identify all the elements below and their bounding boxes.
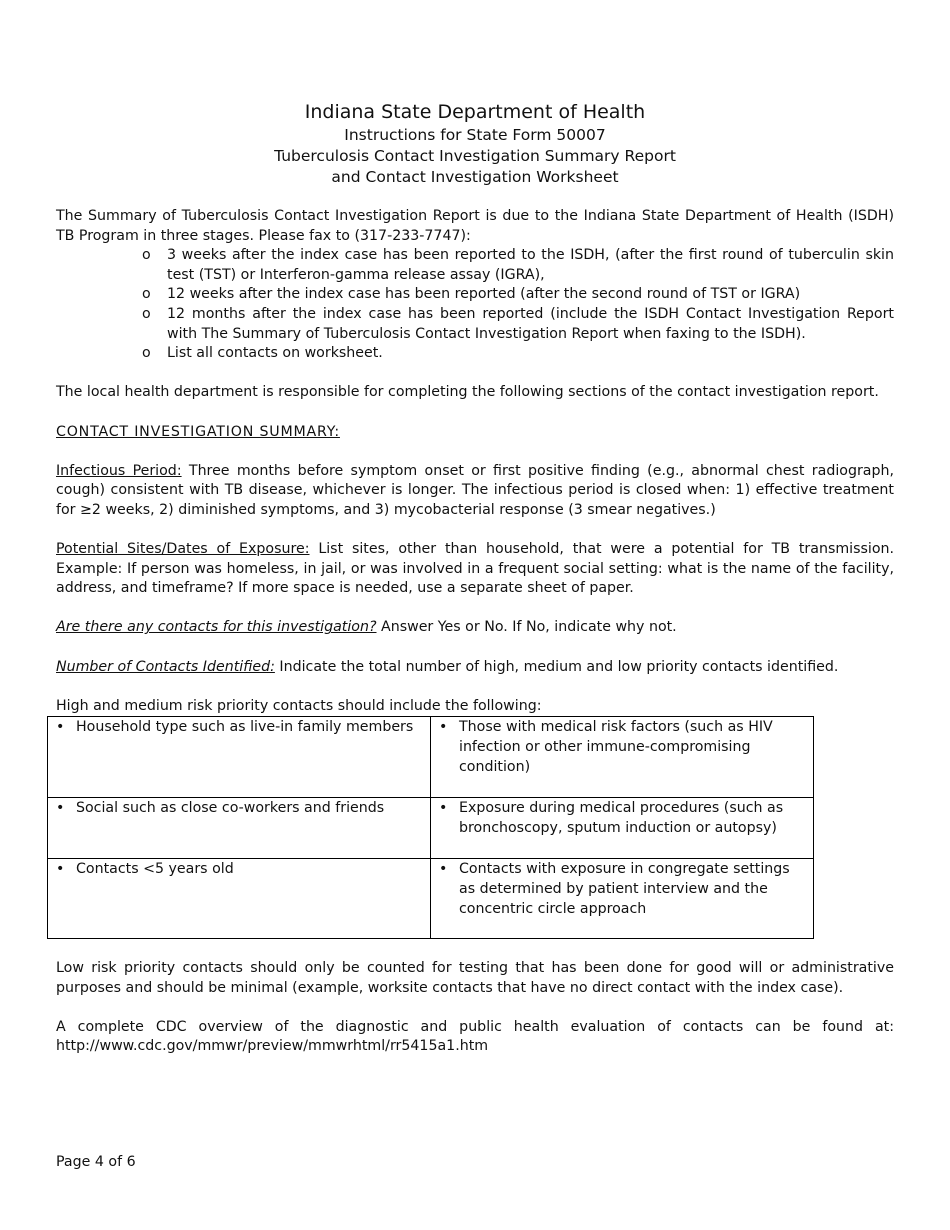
fax-schedule-list bbox=[56, 246, 894, 364]
table-cell bbox=[431, 798, 814, 859]
cdc-link[interactable]: http://www.cdc.gov/mmwr/preview/mmwrhtml/rr5415a1.htm bbox=[56, 1038, 489, 1055]
list-item-text: List all contacts on worksheet. bbox=[167, 345, 383, 362]
section-heading: CONTACT INVESTIGATION SUMMARY: bbox=[56, 423, 340, 440]
bullet-marker: o bbox=[142, 345, 151, 362]
infectious-period-label: Infectious Period: bbox=[56, 462, 182, 479]
report-title-line1: Tuberculosis Contact Investigation Summary Report bbox=[274, 147, 676, 165]
cell-text: Contacts <5 years old bbox=[76, 861, 234, 878]
bullet-marker: • bbox=[56, 719, 65, 736]
bullet-marker: • bbox=[56, 861, 65, 878]
contacts-question-paragraph bbox=[56, 618, 894, 638]
infectious-period-text: Three months before symptom onset or first positive finding (e.g., abnormal chest radiograph, cough) consistent with TB disease, whichever is longer. The infectious period is closed when: 1) effective treatment for ≥2 weeks, 2) diminished symptoms, and 3) mycobacterial response (3 smear negatives.) bbox=[56, 462, 894, 518]
cell-text: Contacts with exposure in congregate settings as determined by patient interview and the concentric circle approach bbox=[459, 861, 790, 917]
intro-paragraph: The Summary of Tuberculosis Contact Investigation Report is due to the Indiana State Department of Health (ISDH) TB Program in three stages. Please fax to (317-233-7747): bbox=[56, 208, 894, 244]
number-identified-paragraph bbox=[56, 658, 894, 678]
exposure-label: Potential Sites/Dates of Exposure: bbox=[56, 541, 310, 558]
list-item bbox=[142, 305, 894, 344]
list-item bbox=[142, 344, 894, 364]
number-identified-text: Indicate the total number of high, medium and low priority contacts identified. bbox=[274, 658, 839, 675]
agency-title: Indiana State Department of Health bbox=[304, 101, 646, 123]
cdc-paragraph: A complete CDC overview of the diagnostic and public health evaluation of contacts can be found at: bbox=[56, 1018, 894, 1035]
table-cell bbox=[48, 859, 431, 939]
page-number: Page 4 of 6 bbox=[56, 1154, 136, 1170]
table-row bbox=[48, 717, 814, 798]
table-cell bbox=[431, 859, 814, 939]
cell-text: Exposure during medical procedures (such as bronchoscopy, sputum induction or autopsy) bbox=[459, 800, 784, 837]
table-cell bbox=[48, 717, 431, 798]
cell-text: Household type such as live-in family members bbox=[76, 719, 414, 736]
table-row bbox=[48, 798, 814, 859]
bullet-marker: • bbox=[439, 800, 448, 817]
list-item-text: 12 months after the index case has been reported (include the ISDH Contact Investigation Report with The Summary of Tuberculosis Contact Investigation Report when faxing to the ISDH). bbox=[167, 305, 894, 342]
report-title-line2: and Contact Investigation Worksheet bbox=[331, 168, 619, 186]
table-cell bbox=[48, 798, 431, 859]
cell-text: Those with medical risk factors (such as HIV infection or other immune-compromising condition) bbox=[459, 719, 773, 775]
form-title: Instructions for State Form 50007 bbox=[344, 126, 606, 144]
contacts-question-label: Are there any contacts for this investigation? bbox=[56, 619, 377, 636]
risk-priority-table bbox=[47, 716, 814, 939]
exposure-text: List sites, other than household, that were a potential for TB transmission. Example: If person was homeless, in jail, or was involved in a frequent social setting: what is the name of the facility, address, and timeframe? If more space is needed, use a separate sheet of paper. bbox=[56, 541, 895, 597]
exposure-paragraph bbox=[56, 540, 894, 599]
infectious-period-paragraph bbox=[56, 462, 894, 521]
risk-intro: High and medium risk priority contacts should include the following: bbox=[56, 697, 542, 714]
cell-text: Social such as close co-workers and friends bbox=[76, 800, 385, 817]
contacts-question-text: Answer Yes or No. If No, indicate why not. bbox=[376, 619, 677, 636]
bullet-marker: o bbox=[142, 305, 151, 322]
bullet-marker: • bbox=[439, 861, 448, 878]
responsibility-paragraph: The local health department is responsible for completing the following sections of the contact investigation report. bbox=[56, 384, 879, 401]
bullet-marker: o bbox=[142, 286, 151, 303]
bullet-marker: • bbox=[439, 719, 448, 736]
list-item bbox=[142, 246, 894, 285]
number-identified-label: Number of Contacts Identified: bbox=[56, 658, 275, 675]
bullet-marker: • bbox=[56, 800, 65, 817]
document-page bbox=[56, 100, 894, 1057]
table-row bbox=[48, 859, 814, 939]
list-item bbox=[142, 285, 894, 305]
low-risk-paragraph: Low risk priority contacts should only be counted for testing that has been done for good will or administrative purposes and should be minimal (example, worksite contacts that have no direct contact with the index case). bbox=[56, 960, 894, 996]
list-item-text: 3 weeks after the index case has been reported to the ISDH, (after the first round of tuberculin skin test (TST) or Interferon-gamma release assay (IGRA), bbox=[167, 247, 894, 283]
table-cell bbox=[431, 717, 814, 798]
document-header bbox=[56, 100, 894, 188]
bullet-marker: o bbox=[142, 247, 151, 264]
list-item-text: 12 weeks after the index case has been reported (after the second round of TST or IGRA) bbox=[167, 286, 801, 303]
